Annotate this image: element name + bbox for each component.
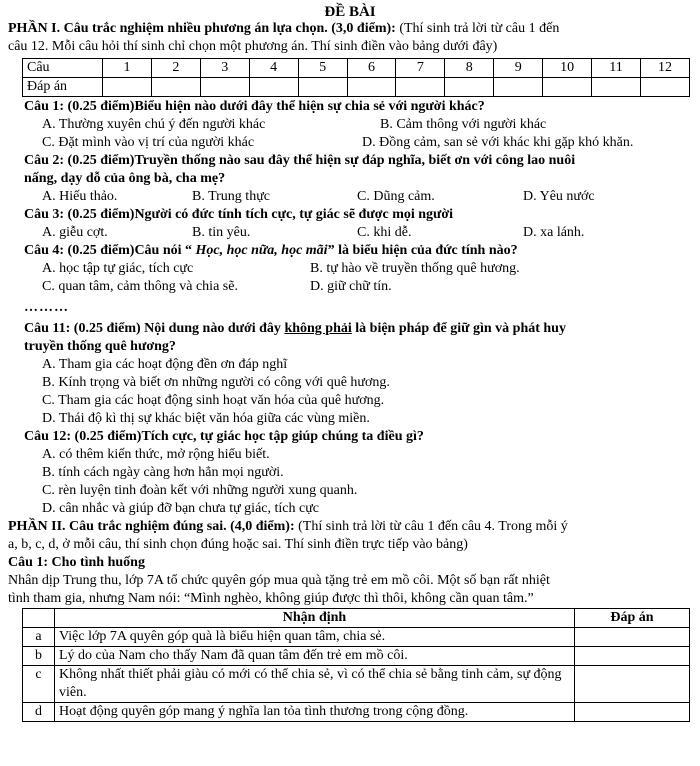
- option-a: A. Thường xuyên chú ý đến người khác: [42, 117, 266, 132]
- answer-cell[interactable]: [103, 78, 152, 97]
- omitted-questions-ellipsis: ………: [24, 300, 69, 315]
- tf-row-statement: Việc lớp 7A quyên góp quà là biểu hiện quan tâm, chia sẻ.: [55, 628, 575, 647]
- question-3-options: [24, 224, 692, 242]
- question-11: [24, 320, 692, 338]
- answer-grid-number: 8: [445, 59, 494, 78]
- option-b: B. Kính trọng và biết ơn những người có công với quê hương.: [42, 375, 390, 390]
- tf-answer-cell[interactable]: [575, 647, 690, 666]
- answer-grid-number: 2: [151, 59, 200, 78]
- option-c: C. khi dễ.: [357, 225, 412, 240]
- question-4-options-row-1: [24, 260, 692, 278]
- question-11-text-cont: truyền thống quê hương?: [24, 339, 176, 354]
- situation-line-1: Nhân dịp Trung thu, lớp 7A tổ chức quyên góp mua quà tặng trẻ em mồ côi. Một số bạn rất nhiệt: [8, 573, 550, 588]
- answer-cell[interactable]: [543, 78, 592, 97]
- option-c: C. Đặt mình vào vị trí của người khác: [42, 135, 255, 150]
- question-11-text-post: là biện pháp để giữ gìn và phát huy: [351, 321, 566, 336]
- question-1-options-row-2: [24, 134, 692, 152]
- question-2-options: [24, 188, 692, 206]
- answer-grid-number: 1: [103, 59, 152, 78]
- answer-grid-number: 10: [543, 59, 592, 78]
- tf-header-answer: Đáp án: [575, 609, 690, 628]
- option-b: B. tính cách ngày càng hơn hẳn mọi người.: [42, 465, 284, 480]
- option-d: D. Yêu nước: [523, 189, 595, 204]
- option-a: A. có thêm kiến thức, mở rộng hiểu biết.: [42, 447, 270, 462]
- option-a: A. giễu cợt.: [42, 225, 108, 240]
- answer-grid-row-label: Câu: [23, 59, 103, 78]
- tf-row-key: b: [23, 647, 55, 666]
- page-title: ĐỀ BÀI: [324, 4, 376, 20]
- option-c: C. rèn luyện tinh đoàn kết với những người xung quanh.: [42, 483, 358, 498]
- question-3-text: Người có đức tính tích cực, tự giác sẽ được mọi người: [134, 207, 454, 222]
- option-d: D. cân nhắc và giúp đỡ bạn chưa tự giác, tích cực: [42, 501, 320, 516]
- part1-heading-bold: PHẦN I. Câu trắc nghiệm nhiều phương án lựa chọn. (3,0 điểm):: [8, 21, 396, 36]
- tf-row-statement: Hoạt động quyên góp mang ý nghĩa lan tỏa tình thương trong cộng đồng.: [55, 703, 575, 722]
- answer-cell[interactable]: [200, 78, 249, 97]
- question-12: [24, 428, 692, 446]
- question-4-options-row-2: [24, 278, 692, 296]
- answer-grid-number: 12: [640, 59, 689, 78]
- question-4-text-post: ” là biểu hiện của đức tính nào?: [327, 243, 518, 258]
- option-a: A. Tham gia các hoạt động đền ơn đáp nghĩ: [42, 357, 288, 372]
- option-d: D. Đồng cảm, san sẻ với khác khi gặp khó khăn.: [362, 135, 634, 150]
- question-3: [24, 206, 692, 224]
- question-1-options-row-1: [24, 116, 692, 134]
- answer-grid-number: 7: [396, 59, 445, 78]
- tf-row-a: [23, 628, 690, 647]
- option-d: D. giữ chữ tín.: [310, 279, 392, 294]
- answer-cell[interactable]: [298, 78, 347, 97]
- tf-row-key: c: [23, 666, 55, 703]
- answer-grid-number: 4: [249, 59, 298, 78]
- tf-row-b: [23, 647, 690, 666]
- question-2-text-cont: nấng, dạy dỗ của ông bà, cha mẹ?: [24, 171, 226, 186]
- answer-cell[interactable]: [445, 78, 494, 97]
- option-a: A. Hiếu thảo.: [42, 189, 118, 204]
- part1-heading: [8, 20, 692, 38]
- part2-heading: [8, 518, 692, 536]
- question-2-text: Truyền thống nào sau đây thể hiện sự đáp nghĩa, biết ơn với công lao nuôi: [134, 153, 576, 168]
- tf-row-key: a: [23, 628, 55, 647]
- answer-cell[interactable]: [592, 78, 641, 97]
- answer-cell[interactable]: [396, 78, 445, 97]
- answer-grid-header-row: [23, 59, 690, 78]
- tf-header-key: [23, 609, 55, 628]
- answer-grid-answer-row: [23, 78, 690, 97]
- tf-row-d: [23, 703, 690, 722]
- tf-row-c: [23, 666, 690, 703]
- tf-row-statement: Lý do của Nam cho thấy Nam đã quan tâm đến trẻ em mồ côi.: [55, 647, 575, 666]
- answer-cell[interactable]: [249, 78, 298, 97]
- tf-row-statement: Không nhất thiết phải giàu có mới có thể chia sẻ, vì có thể chia sẻ bằng tinh cảm, sự động viên.: [55, 666, 575, 703]
- option-b: B. Trung thực: [192, 189, 270, 204]
- question-11-underlined: không phải: [284, 321, 352, 336]
- part2-question-1-title: Câu 1: Cho tình huống: [8, 555, 145, 570]
- answer-cell[interactable]: [494, 78, 543, 97]
- option-b: B. Cảm thông với người khác: [380, 117, 547, 132]
- tf-answer-cell[interactable]: [575, 666, 690, 703]
- part1-instruction-1: (Thí sinh trả lời từ câu 1 đến: [395, 21, 560, 36]
- option-c: C. Tham gia các hoạt động sinh hoạt văn hóa của quê hương.: [42, 393, 385, 408]
- answer-grid-number: 11: [592, 59, 641, 78]
- tf-header-statement: Nhận định: [55, 609, 575, 628]
- question-11-label: Câu 11: (0.25 điểm): [24, 321, 141, 336]
- question-4-label: Câu 4: (0.25 điểm): [24, 243, 135, 258]
- answer-grid-number: 3: [200, 59, 249, 78]
- tf-header-row: [23, 609, 690, 628]
- answer-cell[interactable]: [151, 78, 200, 97]
- answer-grid-answer-label: Đáp án: [23, 78, 103, 97]
- question-4-quote: Học, học nữa, học mãi: [192, 243, 328, 258]
- answer-grid: [22, 58, 690, 97]
- question-1-text: Biểu hiện nào dưới đây thể hiện sự chia sẻ với người khác?: [134, 99, 485, 114]
- question-2: [24, 152, 692, 170]
- question-1-label: Câu 1: (0.25 điểm): [24, 99, 135, 114]
- situation-line-2: tình tham gia, nhưng Nam nói: “Mình nghèo, không giúp được thì thôi, không cần quan tâm.”: [8, 591, 534, 606]
- part2-instruction-1: (Thí sinh trả lời từ câu 1 đến câu 4. Trong mỗi ý: [294, 519, 568, 534]
- answer-grid-number: 6: [347, 59, 396, 78]
- answer-grid-number: 5: [298, 59, 347, 78]
- answer-grid-number: 9: [494, 59, 543, 78]
- option-c: C. quan tâm, cảm thông và chia sẽ.: [42, 279, 238, 294]
- question-11-text-pre: Nội dung nào dưới đây: [140, 321, 285, 336]
- question-2-label: Câu 2: (0.25 điểm): [24, 153, 135, 168]
- answer-cell[interactable]: [640, 78, 689, 97]
- question-3-label: Câu 3: (0.25 điểm): [24, 207, 135, 222]
- option-b: B. tin yêu.: [192, 225, 251, 240]
- part2-heading-bold: PHẦN II. Câu trắc nghiệm đúng sai. (4,0 điểm):: [8, 519, 295, 534]
- option-d: D. Thái độ kì thị sự khác biệt văn hóa giữa các vùng miền.: [42, 411, 370, 426]
- tf-answer-cell[interactable]: [575, 628, 690, 647]
- tf-answer-cell[interactable]: [575, 703, 690, 722]
- tf-row-key: d: [23, 703, 55, 722]
- question-4: [24, 242, 692, 260]
- option-b: B. tự hào về truyền thống quê hương.: [310, 261, 520, 276]
- option-a: A. học tập tự giác, tích cực: [42, 261, 194, 276]
- part2-instruction-2: a, b, c, d, ở mỗi câu, thí sinh chọn đúng hoặc sai. Thí sinh điền trực tiếp vào bảng): [8, 537, 468, 552]
- question-4-text-pre: Câu nói “: [134, 243, 193, 258]
- part1-instruction-2: câu 12. Mỗi câu hỏi thí sinh chỉ chọn một phương án. Thí sinh điền vào bảng dưới đây): [8, 39, 498, 54]
- question-12-text: Tích cực, tự giác học tập giúp chúng ta điều gì?: [141, 429, 424, 444]
- option-c: C. Dũng cảm.: [357, 189, 435, 204]
- true-false-table: [22, 608, 690, 722]
- answer-cell[interactable]: [347, 78, 396, 97]
- question-12-label: Câu 12: (0.25 điểm): [24, 429, 142, 444]
- question-1: [24, 98, 692, 116]
- option-d: D. xa lánh.: [523, 225, 585, 240]
